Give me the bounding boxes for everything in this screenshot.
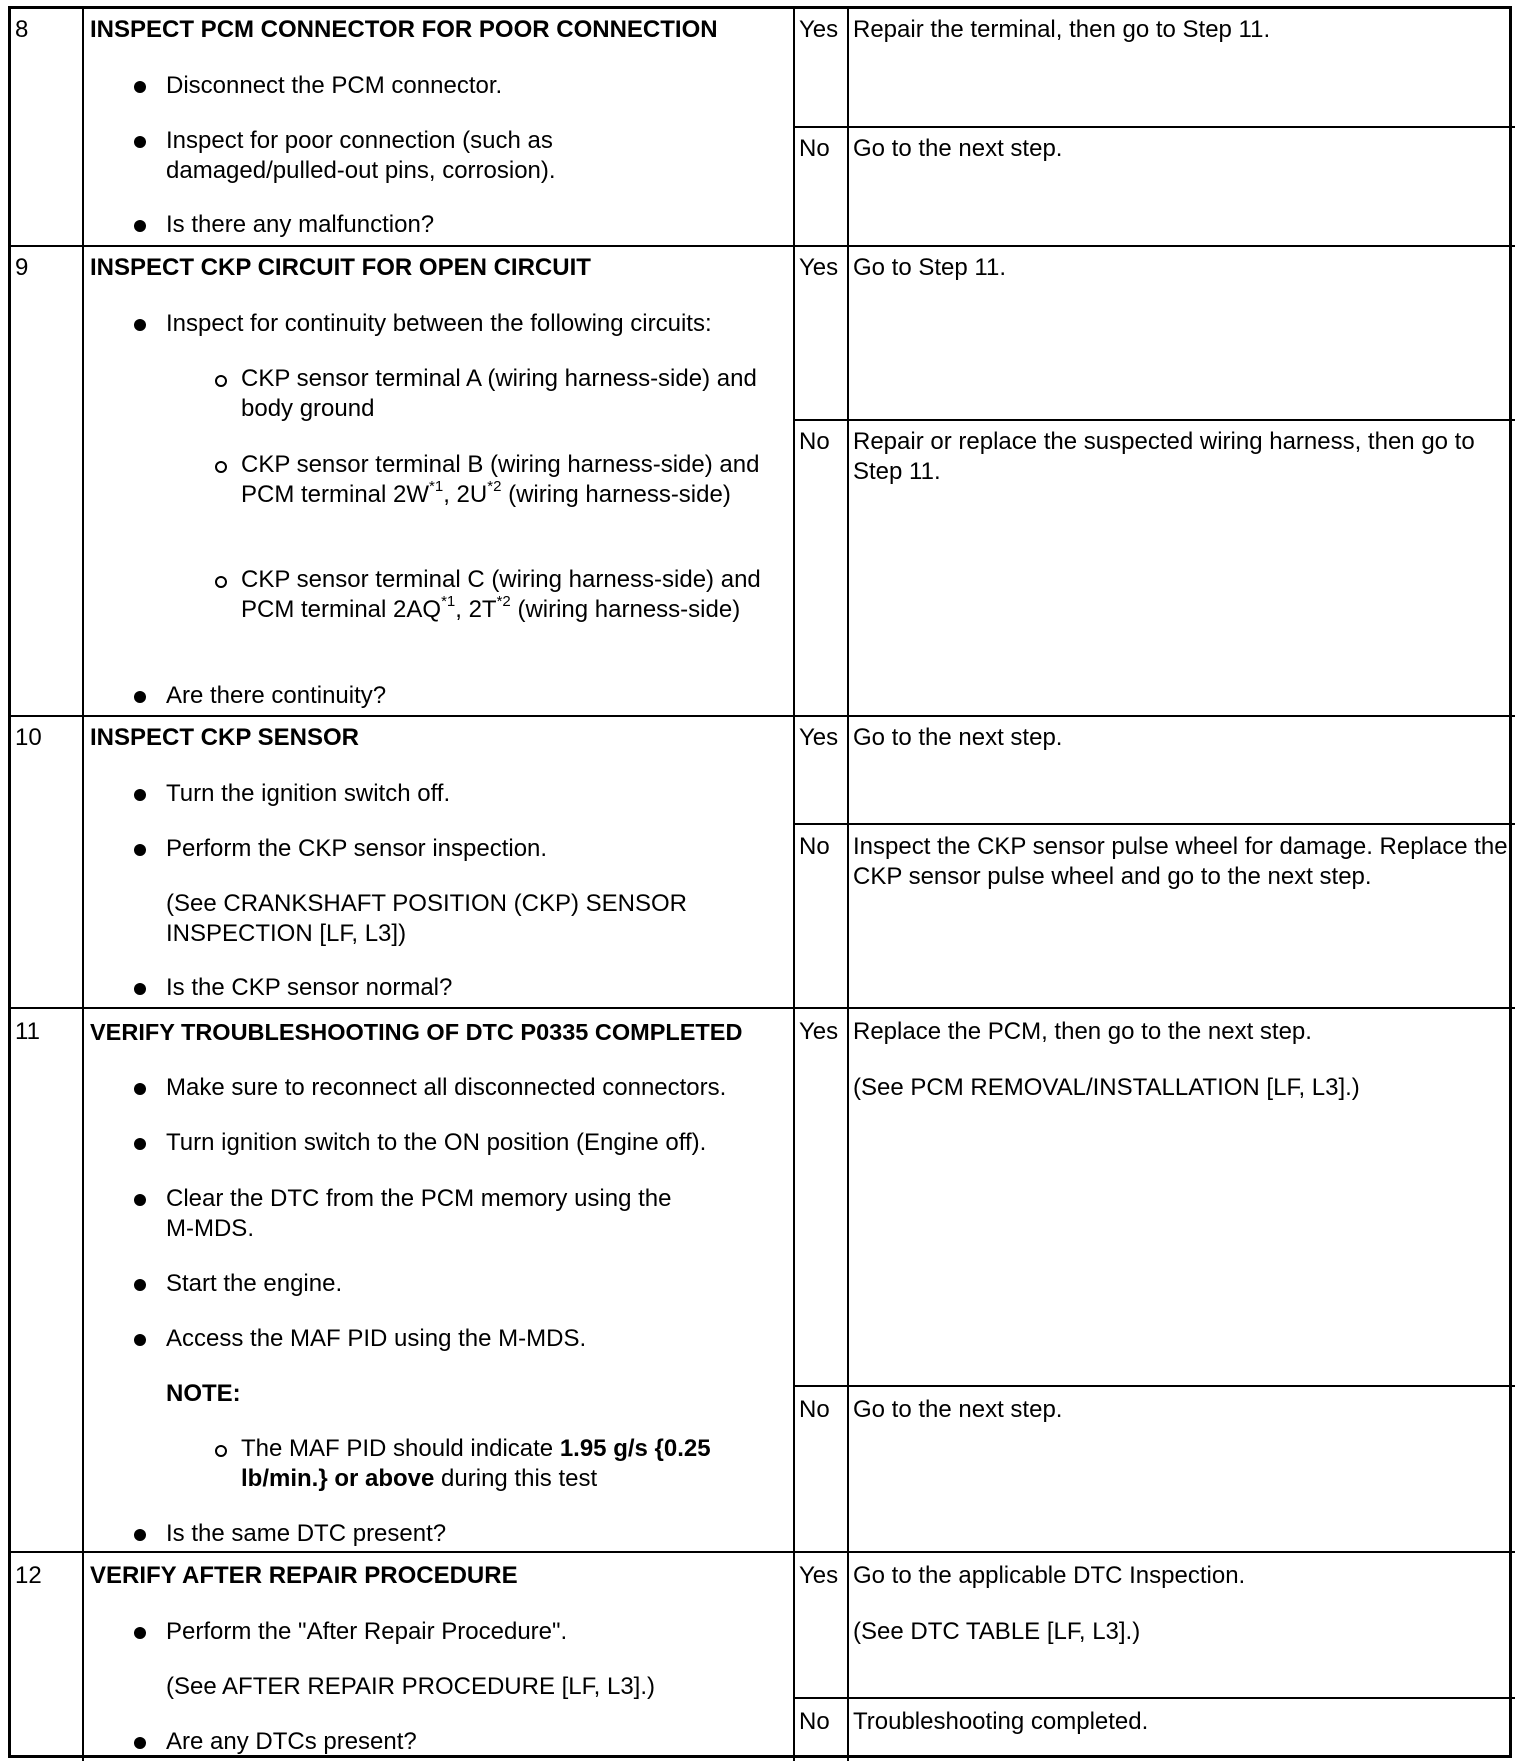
- bullet-icon: [134, 1279, 146, 1291]
- step-title: INSPECT CKP CIRCUIT FOR OPEN CIRCUIT: [90, 254, 591, 281]
- no-action: Repair or replace the suspected wiring harness, then go to Step 11.: [853, 428, 1475, 485]
- sub-item-text: (wiring harness-side): [501, 481, 731, 508]
- note-label: NOTE:: [166, 1380, 241, 1407]
- sub-item: [241, 450, 781, 510]
- yes-no-divider: [793, 1385, 1515, 1387]
- step-item: Is there any malfunction?: [166, 211, 435, 238]
- troubleshooting-table: [8, 6, 1512, 1758]
- sub-item: [241, 565, 781, 625]
- no-action: Go to the next step.: [853, 135, 1063, 162]
- bullet-icon: [134, 319, 146, 331]
- sub-item-text: , 2U: [443, 481, 488, 508]
- bullet-icon: [134, 220, 146, 232]
- sub-item-text: (wiring harness-side): [510, 596, 741, 623]
- row-divider: [11, 1551, 1515, 1553]
- footnote-mark: *1: [441, 593, 456, 610]
- step-item: Inspect for continuity between the following circuits:: [166, 310, 712, 337]
- step-item: Perform the CKP sensor inspection.: [166, 835, 548, 862]
- step-item: Clear the DTC from the PCM memory using the M-MDS.: [166, 1185, 672, 1242]
- step-item: Are any DTCs present?: [166, 1728, 417, 1755]
- yes-action: Go to Step 11.: [853, 254, 1006, 281]
- step-number: 10: [15, 724, 42, 751]
- bullet-icon: [134, 1627, 146, 1639]
- step-number: 12: [15, 1562, 42, 1589]
- no-action: Inspect the CKP sensor pulse wheel for damage. Replace the CKP sensor pulse wheel and go to the next step.: [853, 833, 1508, 890]
- step-number: 9: [15, 254, 29, 281]
- sub-item-text: CKP sensor terminal C (wiring harness-side) and PCM terminal 2AQ: [241, 566, 761, 623]
- column-divider: [847, 9, 849, 1761]
- bullet-icon: [134, 691, 146, 703]
- no-label: No: [799, 1396, 830, 1423]
- no-label: No: [799, 1708, 830, 1735]
- bullet-icon: [134, 1083, 146, 1095]
- step-item: Turn ignition switch to the ON position (Engine off).: [166, 1129, 707, 1156]
- yes-action: Replace the PCM, then go to the next step.: [853, 1018, 1312, 1045]
- note-value: 1.95 g/s {0.25 lb/min.} or above: [241, 1435, 711, 1492]
- bullet-icon: [134, 1334, 146, 1346]
- yes-label: Yes: [799, 1562, 839, 1589]
- step-title: VERIFY AFTER REPAIR PROCEDURE: [90, 1562, 518, 1589]
- column-divider: [793, 9, 795, 1761]
- sub-bullet-icon: [215, 1445, 227, 1457]
- column-divider: [82, 9, 84, 1761]
- yes-no-divider: [793, 126, 1515, 128]
- step-item: Is the same DTC present?: [166, 1520, 447, 1547]
- sub-bullet-icon: [215, 375, 227, 387]
- step-title: VERIFY TROUBLESHOOTING OF DTC P0335 COMPLETED: [90, 1019, 743, 1045]
- sub-item-text: CKP sensor terminal B (wiring harness-side) and PCM terminal 2W: [241, 451, 760, 508]
- sub-item: CKP sensor terminal A (wiring harness-side) and body ground: [241, 365, 757, 422]
- bullet-icon: [134, 136, 146, 148]
- yes-label: Yes: [799, 16, 839, 43]
- footnote-mark: *2: [487, 478, 502, 495]
- step-item: Disconnect the PCM connector.: [166, 72, 503, 99]
- yes-reference: (See DTC TABLE [LF, L3].): [853, 1618, 1141, 1645]
- yes-no-divider: [793, 1697, 1515, 1699]
- sub-item-text: , 2T: [455, 596, 497, 623]
- no-label: No: [799, 428, 830, 455]
- step-item: Are there continuity?: [166, 682, 387, 709]
- bullet-icon: [134, 1529, 146, 1541]
- row-divider: [11, 245, 1515, 247]
- yes-action: Repair the terminal, then go to Step 11.: [853, 16, 1271, 43]
- bullet-icon: [134, 1138, 146, 1150]
- step-item: Turn the ignition switch off.: [166, 780, 451, 807]
- footnote-mark: *2: [496, 593, 511, 610]
- note-text: [241, 1434, 781, 1494]
- step-item: Is the CKP sensor normal?: [166, 974, 453, 1001]
- bullet-icon: [134, 983, 146, 995]
- step-title: INSPECT CKP SENSOR: [90, 724, 359, 751]
- step-title: INSPECT PCM CONNECTOR FOR POOR CONNECTION: [90, 16, 718, 43]
- bullet-icon: [134, 1194, 146, 1206]
- sub-bullet-icon: [215, 461, 227, 473]
- step-number: 8: [15, 16, 29, 43]
- no-action: Troubleshooting completed.: [853, 1708, 1149, 1735]
- no-action: Go to the next step.: [853, 1396, 1063, 1423]
- yes-no-divider: [793, 823, 1515, 825]
- step-item: Perform the "After Repair Procedure".: [166, 1618, 568, 1645]
- no-label: No: [799, 135, 830, 162]
- footnote-mark: *1: [429, 478, 444, 495]
- row-divider: [11, 1007, 1515, 1009]
- step-item: Inspect for poor connection (such as damaged/pulled-out pins, corrosion).: [166, 127, 556, 184]
- bullet-icon: [134, 1737, 146, 1749]
- yes-action: Go to the next step.: [853, 724, 1063, 751]
- sub-bullet-icon: [215, 576, 227, 588]
- yes-action: Go to the applicable DTC Inspection.: [853, 1562, 1246, 1589]
- yes-label: Yes: [799, 254, 839, 281]
- note-text-part: The MAF PID should indicate: [241, 1435, 560, 1462]
- yes-label: Yes: [799, 1018, 839, 1045]
- yes-no-divider: [793, 419, 1515, 421]
- step-item: Start the engine.: [166, 1270, 343, 1297]
- bullet-icon: [134, 844, 146, 856]
- step-item: Access the MAF PID using the M-MDS.: [166, 1325, 587, 1352]
- bullet-icon: [134, 81, 146, 93]
- step-number: 11: [15, 1018, 40, 1045]
- no-label: No: [799, 833, 830, 860]
- row-divider: [11, 715, 1515, 717]
- step-reference: (See CRANKSHAFT POSITION (CKP) SENSOR INSPECTION [LF, L3]): [166, 890, 687, 947]
- note-text-part: during this test: [434, 1465, 598, 1492]
- yes-label: Yes: [799, 724, 839, 751]
- step-item: Make sure to reconnect all disconnected connectors.: [166, 1074, 727, 1101]
- bullet-icon: [134, 789, 146, 801]
- step-reference: (See AFTER REPAIR PROCEDURE [LF, L3].): [166, 1673, 656, 1700]
- yes-reference: (See PCM REMOVAL/INSTALLATION [LF, L3].): [853, 1074, 1360, 1101]
